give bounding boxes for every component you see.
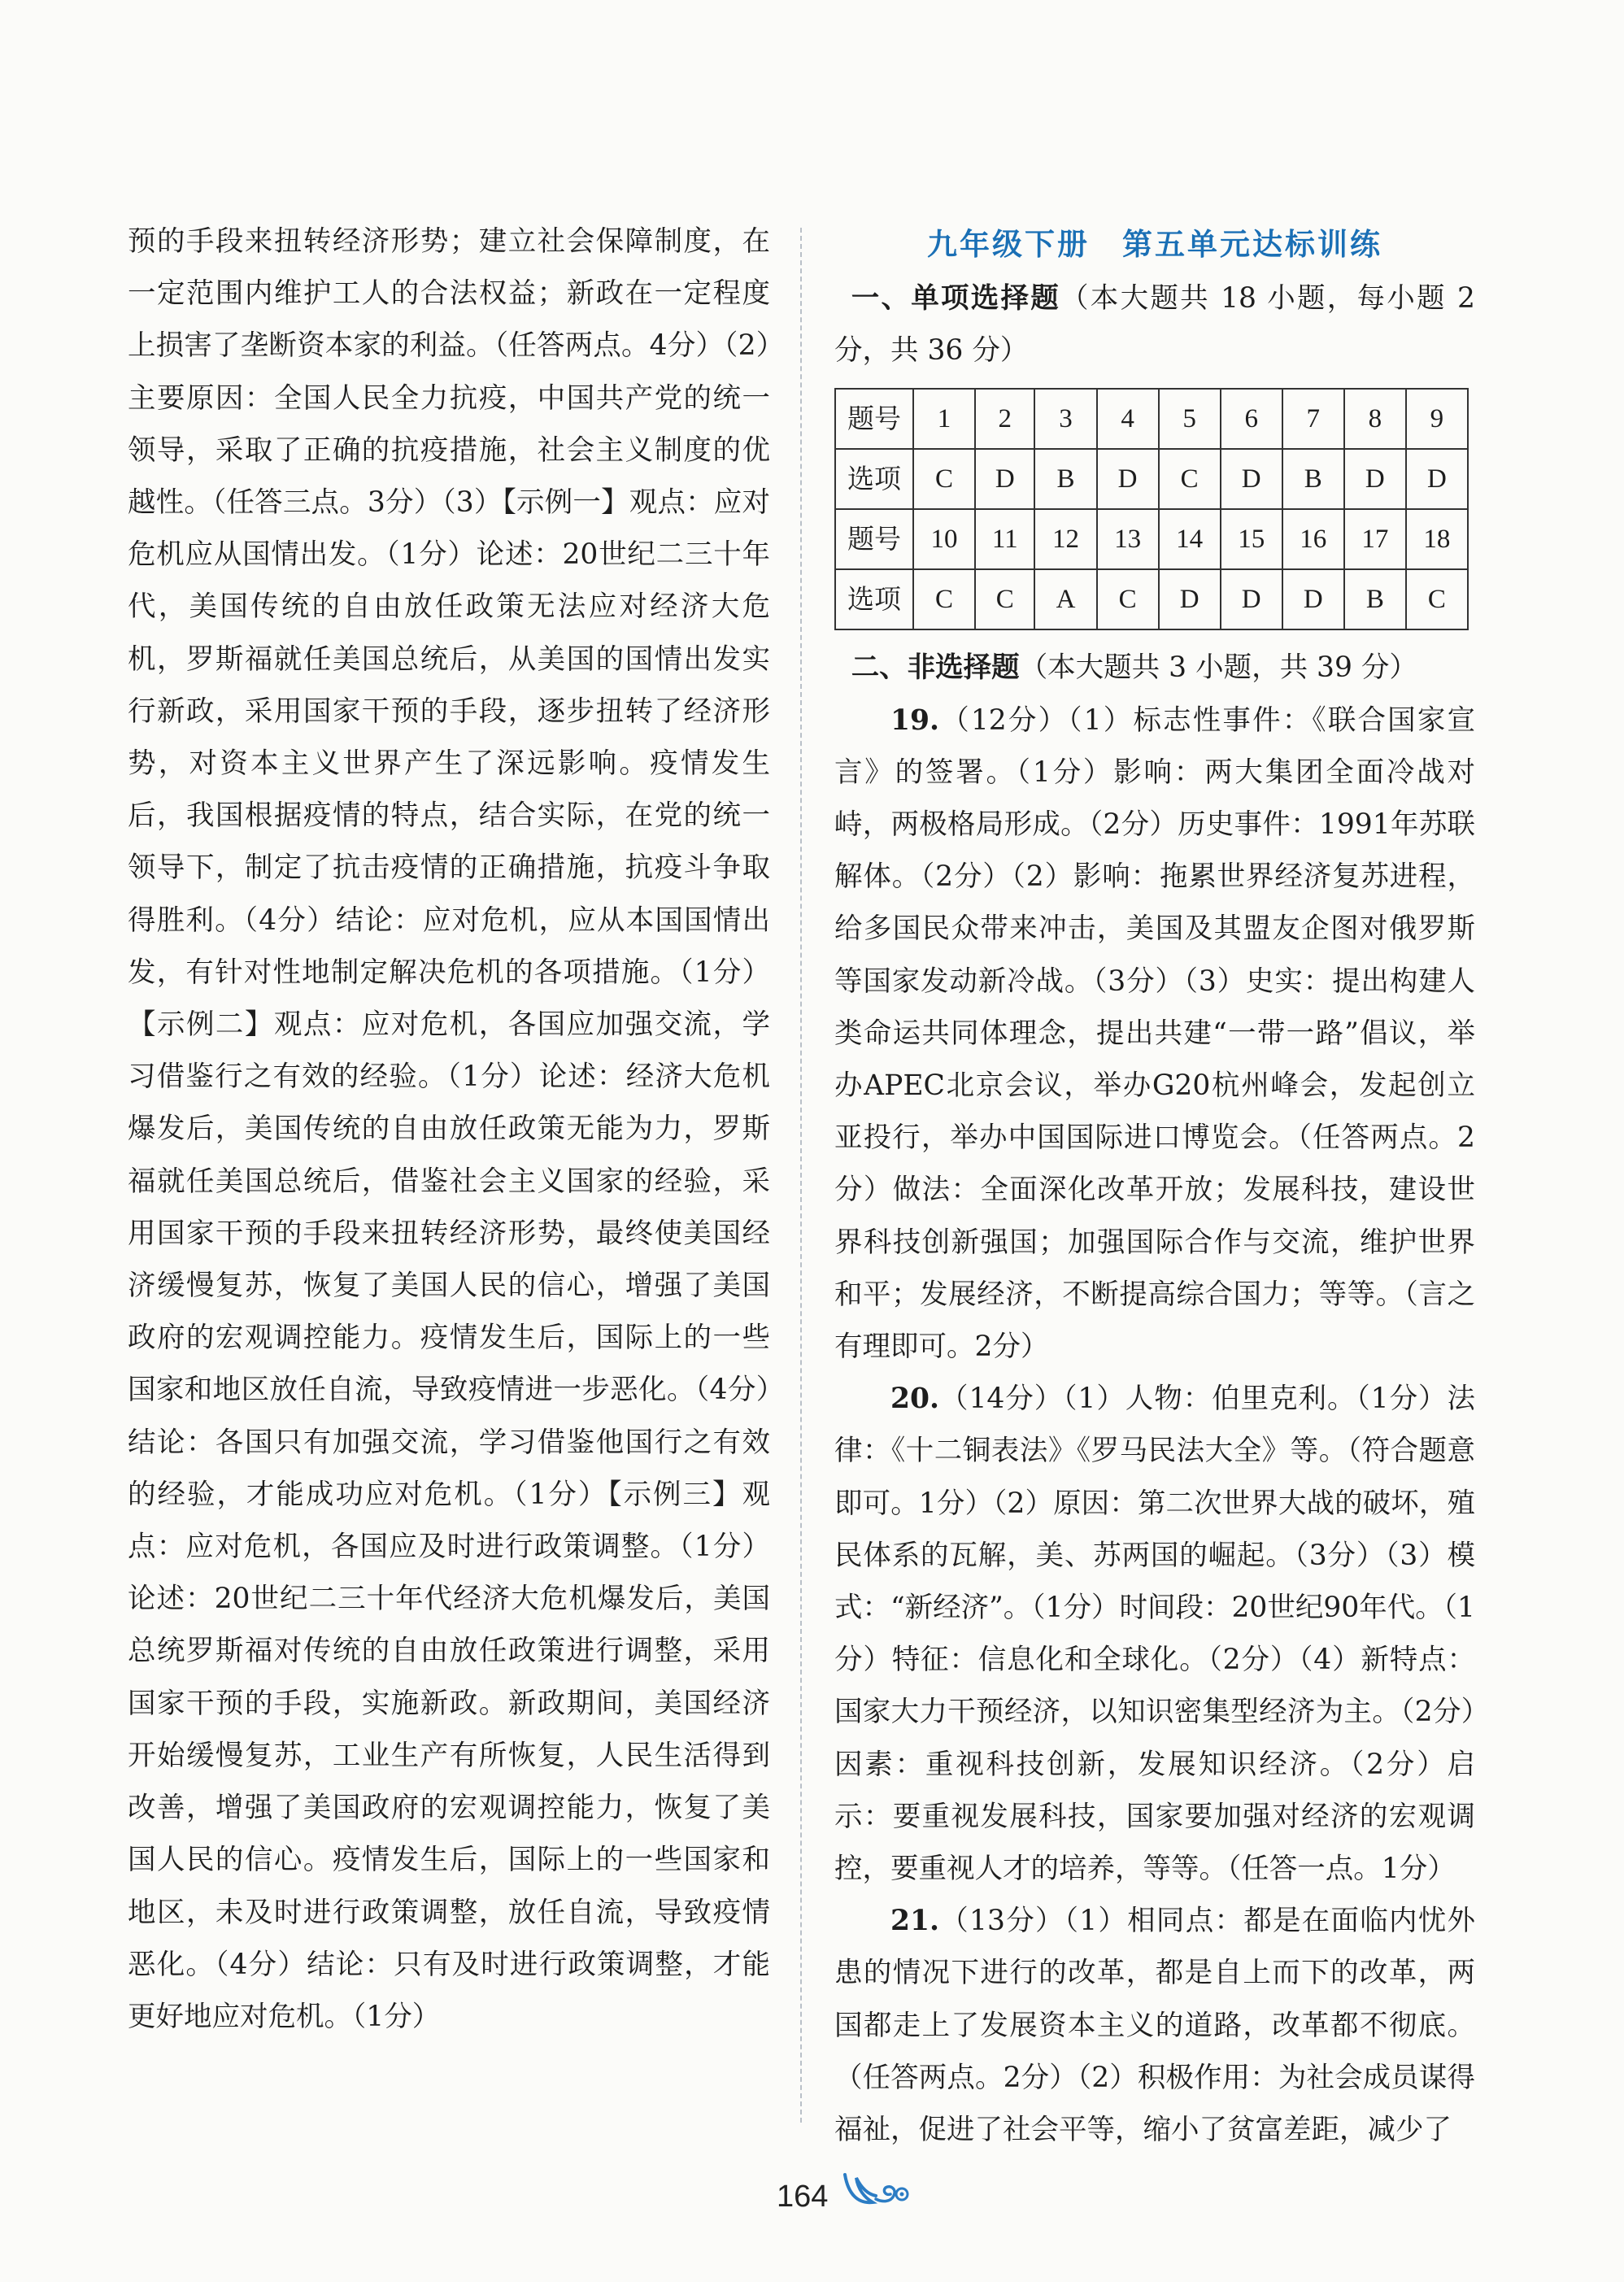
answer-cell: B — [1282, 449, 1344, 509]
option-label: 选项 — [835, 569, 913, 629]
question-20-text: （14分）（1）人物：伯里克利。（1分）法律：《十二铜表法》《罗马民法大全》等。（符合题意即可。1分）（2）原因：第二次世界大战的破坏，殖民体系的瓦解，美、苏两国的崛起。（3分）（3）模式：“新经济”。（1分）时间段：20世纪90年代。（1分）特征：信息化和全球化。（2分）（4）新特点：国家大力干预经济，以知识密集型经济为主。（2分）因素：重视科技创新，发展知识经济。（2分）启示：要重视发展科技，国家要加强对经济的宏观调控，要重视人才的培养，等等。（任答一点。1分） — [834, 1383, 1475, 1886]
answer-cell: D — [1221, 569, 1282, 629]
answer-cell: C — [1159, 449, 1221, 509]
number-label: 题号 — [835, 509, 913, 569]
question-number: 4 — [1097, 389, 1159, 449]
question-19-number: 19. — [890, 703, 940, 737]
swirl-ornament-icon — [840, 2170, 912, 2210]
option-label: 选项 — [835, 449, 913, 509]
question-number: 12 — [1034, 509, 1096, 569]
question-number: 11 — [975, 509, 1034, 569]
question-number: 14 — [1159, 509, 1221, 569]
question-number: 7 — [1282, 389, 1344, 449]
answer-table-row-numbers-1 — [835, 389, 1468, 449]
answer-cell: B — [1034, 449, 1096, 509]
answer-cell: C — [913, 569, 975, 629]
answer-table-row-answers-2 — [835, 569, 1468, 629]
question-number: 15 — [1221, 509, 1282, 569]
answer-cell: D — [1406, 449, 1468, 509]
section2-heading — [834, 642, 1475, 694]
number-label: 题号 — [835, 389, 913, 449]
section1-heading — [834, 272, 1475, 377]
answer-table-row-answers-1 — [835, 449, 1468, 509]
answer-cell: D — [1097, 449, 1159, 509]
answer-cell: D — [1221, 449, 1282, 509]
answer-cell: D — [1282, 569, 1344, 629]
question-number: 3 — [1034, 389, 1096, 449]
answer-cell: C — [913, 449, 975, 509]
question-number: 8 — [1344, 389, 1406, 449]
question-19-text: （12分）（1）标志性事件：《联合国家宣言》的签署。（1分）影响：两大集团全面冷战对峙，两极格局形成。（2分）历史事件：1991年苏联解体。（2分）（2）影响：拖累世界经济复苏进程，给多国民众带来冲击，美国及其盟友企图对俄罗斯等国家发动新冷战。（3分）（3）史实：提出构建人类命运共同体理念，提出共建“一带一路”倡议，举办APEC北京会议，举办G20杭州峰会，发起创立亚投行，举办中国国际进口博览会。（任答两点。2分）做法：全面深化改革开放；发展科技，建设世界科技创新强国；加强国际合作与交流，维护世界和平；发展经济，不断提高综合国力；等等。（言之有理即可。2分） — [834, 703, 1475, 1364]
question-21-text: （13分）（1）相同点：都是在面临内忧外患的情况下进行的改革，都是自上而下的改革，两国都走上了发展资本主义的道路，改革都不彻底。（任答两点。2分）（2）积极作用：为社会成员谋得福祉，促进了社会平等，缩小了贫富差距，减少了 — [834, 1905, 1475, 2147]
answer-cell: C — [975, 569, 1034, 629]
question-number: 17 — [1344, 509, 1406, 569]
question-21-number: 21. — [890, 1905, 940, 1938]
question-number: 1 — [913, 389, 975, 449]
answer-cell: B — [1344, 569, 1406, 629]
left-paragraph: 预的手段来扭转经济形势；建立社会保障制度，在一定范围内维护工人的合法权益；新政在一定程度上损害了垄断资本家的利益。（任答两点。4分）（2）主要原因：全国人民全力抗疫，中国共产党的统一领导，采取了正确的抗疫措施，社会主义制度的优越性。（任答三点。3分）（3）【示例一】观点：应对危机应从国情出发。（1分）论述：20世纪二三十年代，美国传统的自由放任政策无法应对经济大危机，罗斯福就任美国总统后，从美国的国情出发实行新政，采用国家干预的手段，逐步扭转了经济形势，对资本主义世界产生了深远影响。疫情发生后，我国根据疫情的特点，结合实际，在党的统一领导下，制定了抗击疫情的正确措施，抗疫斗争取得胜利。（4分）结论：应对危机，应从本国国情出发，有针对性地制定解决危机的各项措施。（1分）【示例二】观点：应对危机，各国应加强交流，学习借鉴行之有效的经验。（1分）论述：经济大危机爆发后，美国传统的自由放任政策无能为力，罗斯福就任美国总统后，借鉴社会主义国家的经验，采用国家干预的手段来扭转经济形势，最终使美国经济缓慢复苏，恢复了美国人民的信心，增强了美国政府的宏观调控能力。疫情发生后，国际上的一些国家和地区放任自流，导致疫情进一步恶化。（4分）结论：各国只有加强交流，学习借鉴他国行之有效的经验，才能成功应对危机。（1分）【示例三】观点：应对危机，各国应及时进行政策调整。（1分）论述：20世纪二三十年代经济大危机爆发后，美国总统罗斯福对传统的自由放任政策进行调整，采用国家干预的手段，实施新政。新政期间，美国经济开始缓慢复苏，工业生产有所恢复，人民生活得到改善，增强了美国政府的宏观调控能力，恢复了美国人民的信心。疫情发生后，国际上的一些国家和地区，未及时进行政策调整，放任自流，导致疫情恶化。（4分）结论：只有及时进行政策调整，才能更好地应对危机。（1分） — [128, 225, 770, 2033]
question-number: 10 — [913, 509, 975, 569]
section1-note: （本大题共 18 小题，每小题 2 分，共 36 分） — [834, 282, 1476, 368]
answer-table-row-numbers-2 — [835, 509, 1468, 569]
section2-note: （本大题共 3 小题，共 39 分） — [1019, 651, 1417, 685]
question-20 — [834, 1373, 1475, 1895]
unit-title: 九年级下册 第五单元达标训练 — [927, 226, 1382, 262]
question-20-number: 20. — [890, 1383, 940, 1416]
answer-cell: D — [1159, 569, 1221, 629]
section2-title: 二、非选择题 — [851, 651, 1020, 685]
answer-cell: C — [1406, 569, 1468, 629]
right-column — [834, 216, 1475, 2156]
answer-table — [834, 388, 1469, 630]
page-number: 164 — [777, 2180, 829, 2214]
question-number: 2 — [975, 389, 1034, 449]
question-number: 5 — [1159, 389, 1221, 449]
question-number: 18 — [1406, 509, 1468, 569]
answer-cell: D — [975, 449, 1034, 509]
answer-cell: D — [1344, 449, 1406, 509]
question-number: 16 — [1282, 509, 1344, 569]
question-number: 9 — [1406, 389, 1468, 449]
question-number: 13 — [1097, 509, 1159, 569]
answer-cell: C — [1097, 569, 1159, 629]
question-19 — [834, 695, 1475, 1374]
question-number: 6 — [1221, 389, 1282, 449]
answer-cell: A — [1034, 569, 1096, 629]
section1-title: 一、单项选择题 — [851, 282, 1061, 315]
column-divider — [800, 228, 802, 2123]
left-column — [128, 216, 770, 2043]
question-21 — [834, 1895, 1475, 2156]
